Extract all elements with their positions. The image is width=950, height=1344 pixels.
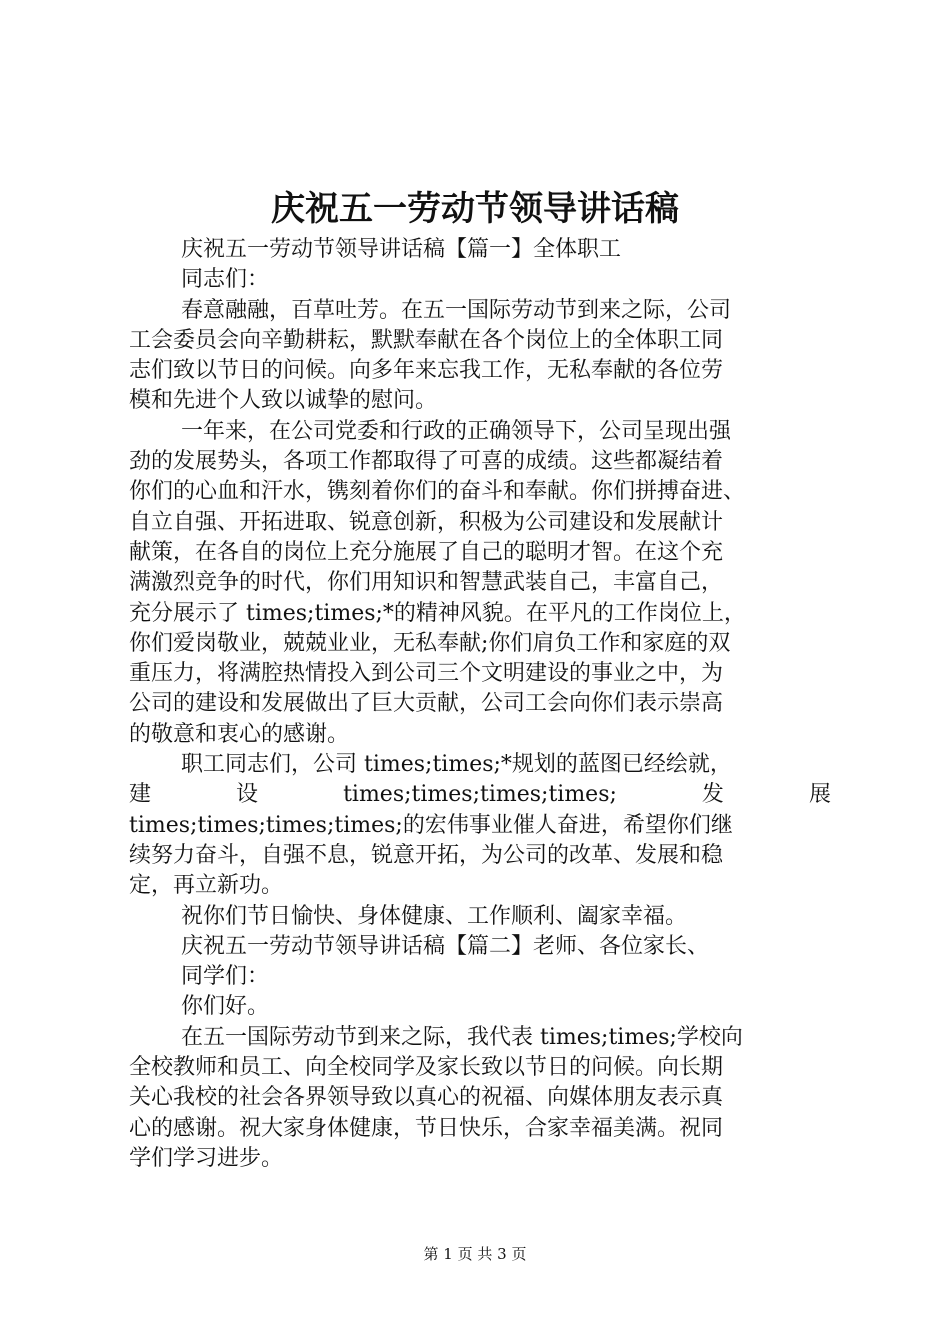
spread-word: 展: [808, 782, 831, 808]
paragraph-line: 公司的建设和发展做出了巨大贡献，公司工会向你们表示崇高: [129, 691, 724, 717]
paragraph-line: 你们爱岗敬业，兢兢业业，无私奉献;你们肩负工作和家庭的双: [129, 630, 731, 656]
paragraph-line: 自立自强、开拓进取、锐意创新，积极为公司建设和发展献计: [129, 509, 724, 535]
paragraph-line: 春意融融，百草吐芳。在五一国际劳动节到来之际，公司: [181, 297, 732, 323]
paragraph-line: 你们好。: [181, 994, 270, 1020]
paragraph-line: 续努力奋斗，自强不息，锐意开拓，为公司的改革、发展和稳: [129, 842, 724, 868]
paragraph-line: 献策，在各自的岗位上充分施展了自己的聪明才智。在这个充: [129, 539, 724, 565]
paragraph-line: 关心我校的社会各界领导致以真心的祝福、向媒体朋友表示真: [129, 1085, 724, 1111]
paragraph-line: 心的感谢。祝大家身体健康，节日快乐，合家幸福美满。祝同: [129, 1115, 724, 1141]
spread-word: 设: [236, 782, 259, 808]
paragraph-line: 满激烈竞争的时代，你们用知识和智慧武装自己，丰富自己，: [129, 570, 724, 596]
spread-line: [129, 780, 831, 810]
paragraph-line: 充分展示了 times;times;*的精神风貌。在平凡的工作岗位上，: [129, 600, 746, 626]
spread-word: 建: [129, 782, 152, 808]
paragraph-line: 劲的发展势头，各项工作都取得了可喜的成绩。这些都凝结着: [129, 449, 724, 475]
document-body: [129, 235, 831, 1174]
paragraph-line: 祝你们节日愉快、身体健康、工作顺利、阖家幸福。: [181, 903, 688, 929]
paragraph-line: 学们学习进步。: [129, 1145, 284, 1171]
paragraph-line: 同学们：: [181, 964, 270, 990]
paragraph-line: 工会委员会向辛勤耕耘，默默奉献在各个岗位上的全体职工同: [129, 327, 724, 353]
paragraph-line: 一年来，在公司党委和行政的正确领导下，公司呈现出强: [181, 418, 732, 444]
paragraph-line: 庆祝五一劳动节领导讲话稿【篇二】老师、各位家长、: [181, 933, 710, 959]
paragraph-line: 你们的心血和汗水，镌刻着你们的奋斗和奉献。你们拼搏奋进、: [129, 479, 746, 505]
paragraph-line: times;times;times;times;的宏伟事业催人奋进，希望你们继: [129, 812, 733, 838]
spread-word: times;times;times;times;: [343, 782, 617, 808]
page-footer: 第 1 页 共 3 页: [423, 1245, 527, 1263]
paragraph-line: 在五一国际劳动节到来之际，我代表 times;times;学校向: [181, 1024, 743, 1050]
paragraph-line: 定，再立新功。: [129, 873, 284, 899]
paragraph-line: 重压力，将满腔热情投入到公司三个文明建设的事业之中，为: [129, 661, 724, 687]
paragraph-line: 庆祝五一劳动节领导讲话稿【篇一】全体职工: [181, 237, 622, 262]
document-title: 庆祝五一劳动节领导讲话稿: [271, 189, 679, 229]
paragraph-line: 同志们：: [181, 267, 270, 293]
paragraph-line: 的敬意和衷心的感谢。: [129, 721, 350, 747]
paragraph-line: 模和先进个人致以诚挚的慰问。: [129, 388, 438, 414]
paragraph-line: 职工同志们，公司 times;times;*规划的蓝图已经绘就，: [181, 752, 732, 778]
spread-word: 发: [701, 782, 724, 808]
paragraph-line: 全校教师和员工、向全校同学及家长致以节日的问候。向长期: [129, 1055, 724, 1081]
paragraph-line: 志们致以节日的问候。向多年来忘我工作，无私奉献的各位劳: [129, 358, 724, 384]
